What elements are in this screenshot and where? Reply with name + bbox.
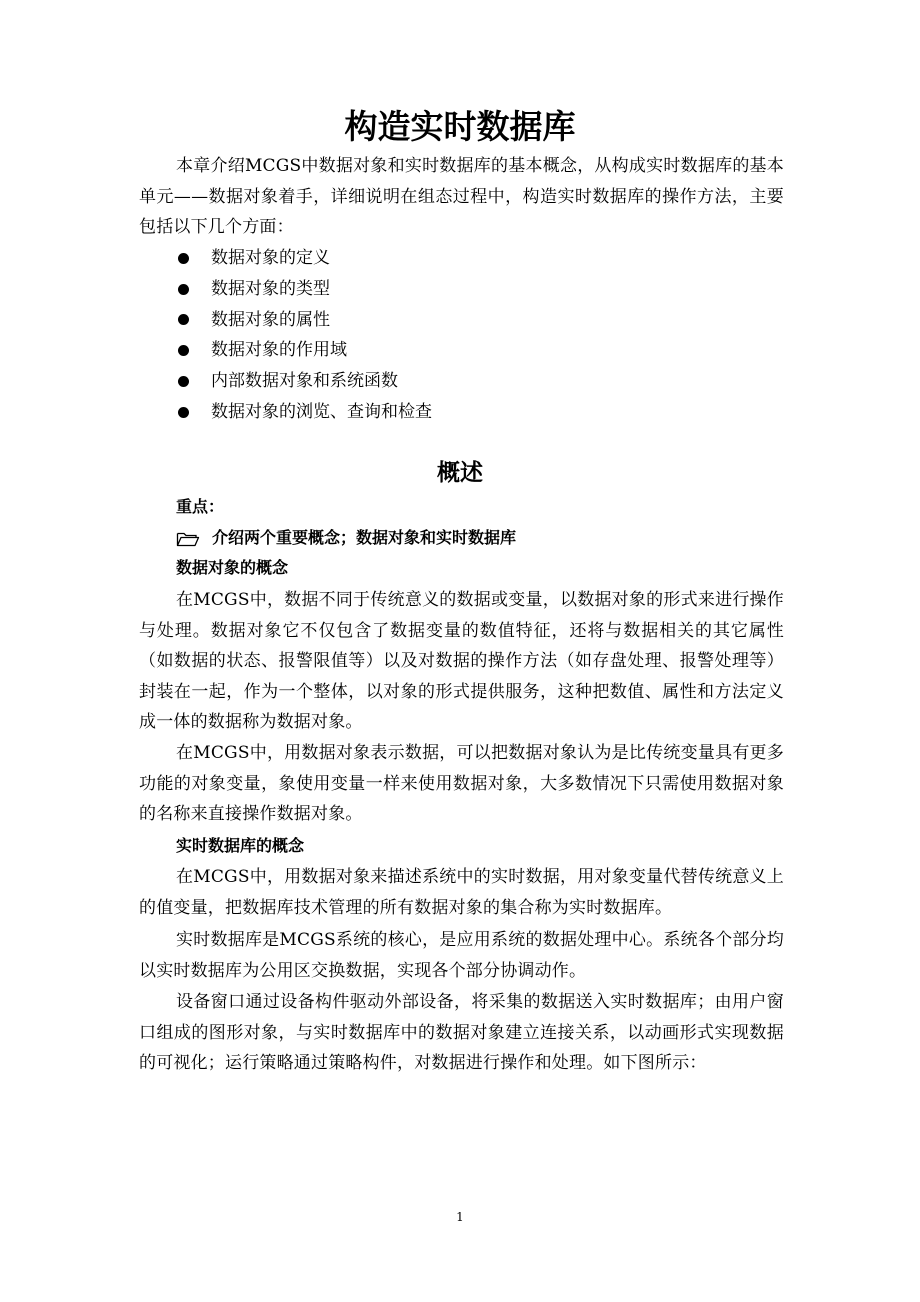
list-item — [176, 243, 432, 274]
list-item-label: 数据对象的作用域 — [211, 340, 347, 361]
bullet-icon — [178, 407, 189, 418]
paragraph-data-object-usage: 在MCGS中，用数据对象表示数据，可以把数据对象认为是比传统变量具有更多功能的对象变量，象使用变量一样来使用数据对象，大多数情况下只需使用数据对象的名称来直接操作数据对象。 — [139, 743, 784, 824]
topic-list — [176, 243, 432, 428]
list-item-label: 数据对象的定义 — [211, 248, 330, 268]
bullet-icon — [178, 314, 189, 325]
paragraph-device-window: 设备窗口通过设备构件驱动外部设备，将采集的数据送入实时数据库；由用户窗口组成的图形对象，与实时数据库中的数据对象建立连接关系，以动画形式实现数据的可视化；运行策略通过策略构件，对数据进行操作和处理。如下图所示： — [139, 992, 784, 1073]
list-item-label: 数据对象的类型 — [211, 278, 330, 299]
folder-icon — [176, 531, 200, 547]
paragraph-realtime-db-definition: 在MCGS中，用数据对象来描述系统中的实时数据，用对象变量代替传统意义上的值变量，把数据库技术管理的所有数据对象的集合称为实时数据库。 — [139, 867, 784, 918]
page-number: 1 — [456, 1210, 464, 1224]
bullet-icon — [178, 284, 189, 295]
paragraph-realtime-db-core: 实时数据库是MCGS系统的核心，是应用系统的数据处理中心。系统各个部分均以实时数据库为公用区交换数据，实现各个部分协调动作。 — [139, 930, 784, 981]
key-points-label: 重点： — [176, 497, 225, 516]
list-item — [176, 335, 432, 366]
list-item-label: 内部数据对象和系统函数 — [211, 371, 398, 392]
bullet-icon — [178, 345, 189, 356]
paragraph-data-object-definition: 在MCGS中，数据不同于传统意义的数据或变量，以数据对象的形式来进行操作与处理。数据对象它不仅包含了数据变量的数值特征，还将与数据相关的其它属性（如数据的状态、报警限值等）以及对数据的操作方法（如存盘处理、报警处理等）封装在一起，作为一个整体，以对象的形式提供服务，这种把数值、属性和方法定义成一体的数据称为数据对象。 — [139, 590, 784, 732]
bullet-icon — [178, 253, 189, 264]
bullet-icon — [178, 376, 189, 387]
list-item — [176, 274, 432, 305]
list-item — [176, 397, 432, 428]
key-point-item — [176, 523, 516, 553]
list-item — [176, 305, 432, 336]
subheading-realtime-db: 实时数据库的概念 — [176, 836, 305, 855]
intro-paragraph: 本章介绍MCGS中数据对象和实时数据库的基本概念，从构成实时数据库的基本单元——数据对象着手，详细说明在组态过程中，构造实时数据库的操作方法，主要包括以下几个方面： — [139, 156, 784, 237]
section-title: 概述 — [437, 460, 483, 486]
list-item-label: 数据对象的属性 — [211, 309, 330, 330]
key-point-text: 介绍两个重要概念；数据对象和实时数据库 — [212, 528, 517, 547]
document-title: 构造实时数据库 — [344, 107, 576, 146]
subheading-data-object: 数据对象的概念 — [176, 558, 289, 577]
list-item-label: 数据对象的浏览、查询和检查 — [211, 401, 432, 422]
list-item — [176, 366, 432, 397]
